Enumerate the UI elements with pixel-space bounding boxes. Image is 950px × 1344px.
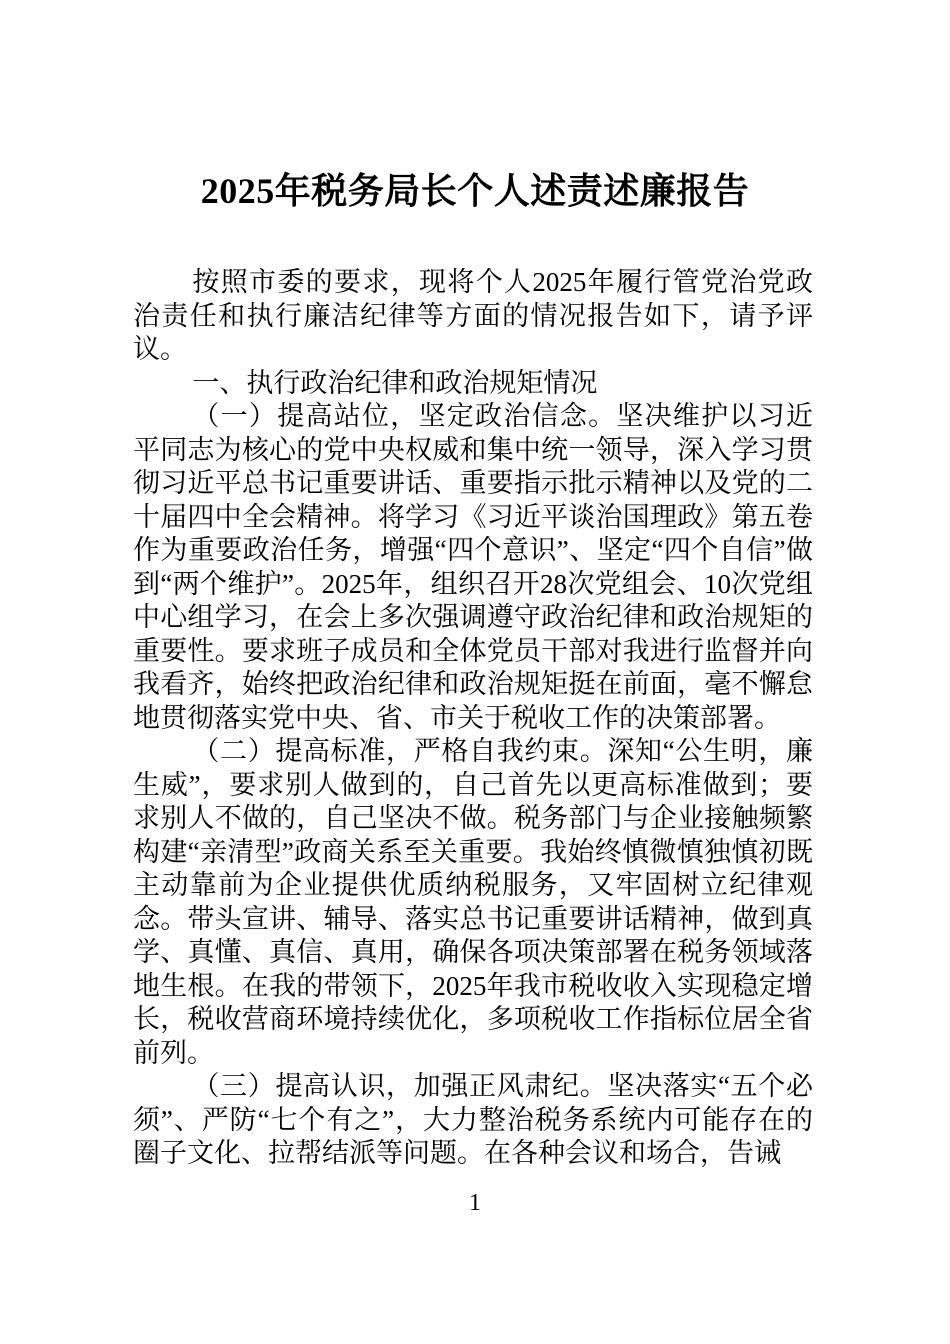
paragraph-section-1-item-1: （一）提高站位，坚定政治信念。坚决维护以习近平同志为核心的党中央权威和集中统一领导，深入学习贯彻习近平总书记重要讲话、重要指示批示精神以及党的二十届四中全会精神。将学习《习近平谈治国理政》第五卷作为重要政治任务，增强“四个意识”、坚定“四个自信”做到“两个维护”。2025年，组织召开28次党组会、10次党组中心组学习，在会上多次强调遵守政治纪律和政治规矩的重要性。要求班子成员和全体党员干部对我进行监督并向我看齐，始终把政治纪律和政治规矩挺在前面，毫不懈怠地贯彻落实党中央、省、市关于税收工作的决策部署。 [133,401,813,733]
paragraph-section-1-item-3: （三）提高认识，加强正风肃纪。坚决落实“五个必须”、严防“七个有之”，大力整治税务系统内可能存在的圈子文化、拉帮结派等问题。在各种会议和场合，告诫 [133,1071,813,1168]
paragraph-intro: 按照市委的要求，现将个人2025年履行管党治党政治责任和执行廉洁纪律等方面的情况报告如下，请予评议。 [133,267,813,364]
document-body [133,266,813,1171]
paragraph-section-1-item-2: （二）提高标准，严格自我约束。深知“公生明，廉生威”，要求别人做到的，自己首先以更高标准做到；要求别人不做的，自己坚决不做。税务部门与企业接触频繁构建“亲清型”政商关系至关重要。我始终慎微慎独慎初既主动靠前为企业提供优质纳税服务，又牢固树立纪律观念。带头宣讲、辅导、落实总书记重要讲话精神，做到真学、真懂、真信、真用，确保各项决策部署在税务领域落地生根。在我的带领下，2025年我市税收收入实现稳定增长，税收营商环境持续优化，多项税收工作指标位居全省前列。 [133,736,813,1068]
document-title: 2025年税务局长个人述责述廉报告 [200,171,750,211]
section-heading-1: 一、执行政治纪律和政治规矩情况 [192,367,598,398]
page-number: 1 [469,1190,481,1216]
